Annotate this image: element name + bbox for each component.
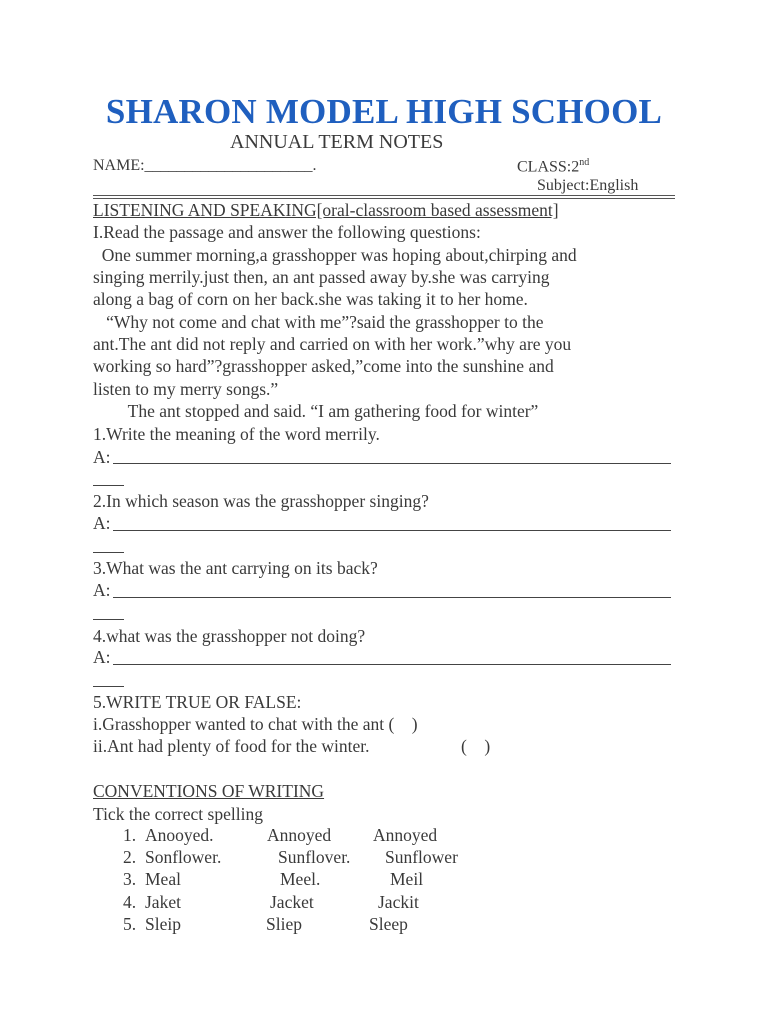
spelling-option[interactable]: Meal xyxy=(145,869,181,889)
passage-line: “Why not come and chat with me”?said the grasshopper to the xyxy=(93,312,544,332)
passage-line: working so hard”?grasshopper asked,”come into the sunshine and xyxy=(93,356,554,376)
answer-line-continuation[interactable] xyxy=(93,552,124,553)
section-heading-listening: LISTENING AND SPEAKING[oral-classroom based assessment] xyxy=(93,200,559,220)
spelling-option[interactable]: Meil xyxy=(390,869,424,889)
question-text: 3.What was the ant carrying on its back? xyxy=(93,558,378,578)
passage-line: listen to my merry songs.” xyxy=(93,379,279,399)
answer-bracket[interactable]: ( ) xyxy=(461,736,491,756)
spelling-option[interactable]: Sunflover. xyxy=(278,847,351,867)
passage-line: along a bag of corn on her back.she was taking it to her home. xyxy=(93,289,528,309)
spelling-option[interactable]: Sonflower. xyxy=(145,847,222,867)
answer-label: A: xyxy=(93,513,111,533)
row-number: 4. xyxy=(123,892,137,912)
answer-line[interactable] xyxy=(113,664,671,665)
section-instruction: Tick the correct spelling xyxy=(93,804,263,824)
passage-line: One summer morning,a grasshopper was hoping about,chirping and xyxy=(93,245,577,265)
spelling-option[interactable]: Jacket xyxy=(270,892,314,912)
answer-line[interactable] xyxy=(113,463,671,464)
spelling-option[interactable]: Sleep xyxy=(369,914,408,934)
answer-line-continuation[interactable] xyxy=(93,485,124,486)
row-number: 2. xyxy=(123,847,137,867)
question-text: 1.Write the meaning of the word merrily. xyxy=(93,424,380,444)
row-number: 3. xyxy=(123,869,137,889)
document-subtitle: ANNUAL TERM NOTES xyxy=(230,131,444,153)
spelling-option[interactable]: Jackit xyxy=(378,892,419,912)
passage-line: ant.The ant did not reply and carried on with her work.”why are you xyxy=(93,334,572,354)
answer-label: A: xyxy=(93,647,111,667)
spelling-option[interactable]: Annoyed xyxy=(267,825,332,845)
section-instruction: I.Read the passage and answer the following questions: xyxy=(93,222,481,242)
spelling-option[interactable]: Meel. xyxy=(280,869,321,889)
spelling-option[interactable]: Annoyed xyxy=(373,825,438,845)
spelling-option[interactable]: Anooyed. xyxy=(145,825,214,845)
class-label: CLASS:2nd xyxy=(517,157,590,176)
question-text: 4.what was the grasshopper not doing? xyxy=(93,626,366,646)
spelling-option[interactable]: Sleip xyxy=(145,914,181,934)
spelling-option[interactable]: Jaket xyxy=(145,892,181,912)
answer-line-continuation[interactable] xyxy=(93,619,124,620)
question-text: 2.In which season was the grasshopper singing? xyxy=(93,491,429,511)
row-number: 5. xyxy=(123,914,137,934)
answer-label: A: xyxy=(93,447,111,467)
row-number: 1. xyxy=(123,825,137,845)
school-title: SHARON MODEL HIGH SCHOOL xyxy=(105,92,663,131)
answer-line[interactable] xyxy=(113,597,671,598)
answer-label: A: xyxy=(93,580,111,600)
true-false-item[interactable]: i.Grasshopper wanted to chat with the ant ( ) xyxy=(93,714,418,734)
answer-line-continuation[interactable] xyxy=(93,686,124,687)
section-heading-conventions: CONVENTIONS OF WRITING xyxy=(93,781,325,801)
spelling-option[interactable]: Sliep xyxy=(266,914,302,934)
answer-line[interactable] xyxy=(113,530,671,531)
spelling-option[interactable]: Sunflower xyxy=(385,847,458,867)
name-field-label: NAME:_____________________. xyxy=(93,157,317,174)
header-divider-top xyxy=(93,195,675,196)
true-false-item[interactable]: ii.Ant had plenty of food for the winter. xyxy=(93,736,370,756)
subject-label: Subject:English xyxy=(537,177,639,194)
true-false-heading: 5.WRITE TRUE OR FALSE: xyxy=(93,692,302,712)
passage-line: singing merrily.just then, an ant passed away by.she was carrying xyxy=(93,267,550,287)
passage-line: The ant stopped and said. “I am gathering food for winter” xyxy=(93,401,539,421)
